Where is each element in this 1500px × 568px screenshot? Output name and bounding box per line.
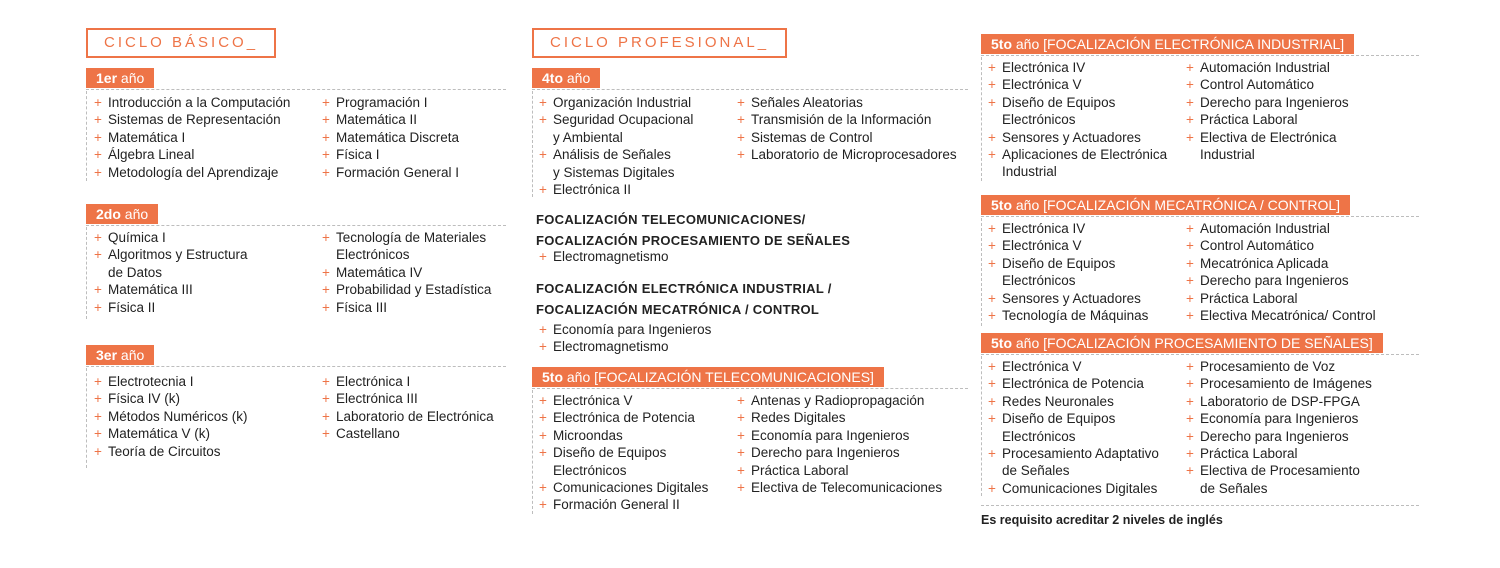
list-item: + Electrónica III xyxy=(322,390,494,407)
list-item: + Introducción a la Computación xyxy=(94,94,290,111)
list-item: Electrónicos xyxy=(1002,273,1076,289)
year-1-right-list xyxy=(322,94,459,181)
list-item: Electrónicos xyxy=(1002,428,1076,444)
year-3-rule xyxy=(86,366,506,367)
list-item: de Señales xyxy=(1002,463,1070,479)
list-item: + Física IV (k) xyxy=(94,390,248,407)
list-item: + Práctica Laboral xyxy=(1186,290,1376,307)
year-1-rule xyxy=(86,89,506,90)
list-item: + Castellano xyxy=(322,425,494,442)
list-item: + Tecnología de Materiales xyxy=(322,229,491,246)
list-item: + Transmisión de la Información xyxy=(737,111,957,128)
list-item: + Física I xyxy=(322,146,459,163)
list-item: + Metodología del Aprendizaje xyxy=(94,164,290,181)
year-5-senales-vrule xyxy=(981,356,982,496)
year-4-right-list xyxy=(737,94,957,164)
focus-b-line-1: FOCALIZACIÓN ELECTRÓNICA INDUSTRIAL / xyxy=(536,281,832,296)
year-5-telecom-right-list xyxy=(737,392,942,496)
list-item: + Matemática IV xyxy=(322,264,491,281)
year-5-mecatronica-left-list xyxy=(988,220,1148,324)
year-5-senales-header xyxy=(981,333,1383,353)
list-item: + Electrónica II xyxy=(539,181,693,198)
focus-a-line-1: FOCALIZACIÓN TELECOMUNICACIONES/ xyxy=(536,212,806,227)
year-5-mecatronica-header xyxy=(981,195,1350,215)
year-1-vrule xyxy=(86,91,87,181)
list-item: + Práctica Laboral xyxy=(737,462,942,479)
list-item: + Derecho para Ingenieros xyxy=(1186,272,1376,289)
focus-a-title xyxy=(536,209,850,251)
focus-b-line-2: FOCALIZACIÓN MECATRÓNICA / CONTROL xyxy=(536,302,820,317)
year-3-left-list xyxy=(94,373,248,460)
list-item: de Señales xyxy=(1200,480,1268,496)
list-item: + Práctica Laboral xyxy=(1186,445,1372,462)
list-item: + Matemática I xyxy=(94,129,290,146)
year-2-vrule xyxy=(86,227,87,319)
list-item: + Procesamiento Adaptativo xyxy=(988,445,1159,462)
year-5-telecom-word: año [FOCALIZACIÓN TELECOMUNICACIONES] xyxy=(566,369,874,385)
year-5-senales-right-list xyxy=(1186,358,1372,497)
english-requirement-note: Es requisito acreditar 2 niveles de inglés xyxy=(981,513,1223,527)
list-item: + Electrónica V xyxy=(988,358,1159,375)
focus-b-list xyxy=(539,321,711,356)
list-item: + Matemática V (k) xyxy=(94,425,248,442)
list-item: y Ambiental xyxy=(553,129,623,145)
list-item: + Física III xyxy=(322,299,491,316)
list-item: + Diseño de Equipos xyxy=(539,444,708,461)
list-item: + Formación General II xyxy=(539,496,708,513)
list-item: Industrial xyxy=(1002,164,1057,180)
list-item: + Tecnología de Máquinas xyxy=(988,307,1148,324)
list-item: + Matemática II xyxy=(322,111,459,128)
list-item: + Procesamiento de Imágenes xyxy=(1186,375,1372,392)
list-item: + Laboratorio de Microprocesadores xyxy=(737,146,957,163)
list-item: + Matemática III xyxy=(94,281,248,298)
year-5-telecom-vrule xyxy=(532,390,533,514)
list-item: + Métodos Numéricos (k) xyxy=(94,408,248,425)
year-5-telecom-rule xyxy=(532,388,968,389)
list-item: + Laboratorio de DSP-FPGA xyxy=(1186,393,1372,410)
year-3-right-list xyxy=(322,373,494,443)
year-5-mecatronica-vrule xyxy=(981,218,982,326)
list-item: + Sensores y Actuadores xyxy=(988,290,1148,307)
year-5-senales-bottom-rule xyxy=(981,505,1419,506)
basic-cycle-title: CICLO BÁSICO_ xyxy=(86,28,276,58)
year-2-header xyxy=(86,204,158,224)
list-item: Electrónicos xyxy=(1002,112,1076,128)
year-4-header xyxy=(532,68,600,88)
list-item: + Derecho para Ingenieros xyxy=(1186,94,1349,111)
list-item: + Electrónica V xyxy=(988,237,1148,254)
year-4-vrule xyxy=(532,91,533,197)
year-2-rule xyxy=(86,225,506,226)
list-item: + Microondas xyxy=(539,427,708,444)
list-item: + Electrónica de Potencia xyxy=(539,409,708,426)
list-item: + Economía para Ingenieros xyxy=(539,321,711,338)
year-5-mecatronica-right-list xyxy=(1186,220,1376,324)
list-item: + Electromagnetismo xyxy=(539,338,711,355)
year-1-number: 1er xyxy=(96,70,118,86)
list-item: + Derecho para Ingenieros xyxy=(737,444,942,461)
list-item: + Mecatrónica Aplicada xyxy=(1186,255,1376,272)
list-item: + Electiva Mecatrónica/ Control xyxy=(1186,307,1376,324)
list-item: + Automación Industrial xyxy=(1186,59,1349,76)
year-5-senales-left-list xyxy=(988,358,1159,497)
list-item: + Análisis de Señales xyxy=(539,146,693,163)
list-item: + Formación General I xyxy=(322,164,459,181)
list-item: + Redes Digitales xyxy=(737,409,942,426)
list-item: Electrónicos xyxy=(336,247,410,263)
year-5-telecom-header xyxy=(532,367,884,387)
list-item: + Probabilidad y Estadística xyxy=(322,281,491,298)
list-item: + Teoría de Circuitos xyxy=(94,443,248,460)
list-item: + Electrónica I xyxy=(322,373,494,390)
list-item: + Organización Industrial xyxy=(539,94,693,111)
list-item: + Electiva de Electrónica xyxy=(1186,129,1349,146)
year-5-industrial-rule xyxy=(981,55,1419,56)
list-item: + Electrónica IV xyxy=(988,59,1167,76)
list-item: + Economía para Ingenieros xyxy=(737,427,942,444)
list-item: + Control Automático xyxy=(1186,237,1376,254)
list-item: + Procesamiento de Voz xyxy=(1186,358,1372,375)
list-item: + Electrónica V xyxy=(988,76,1167,93)
list-item: + Física II xyxy=(94,299,248,316)
list-item: + Economía para Ingenieros xyxy=(1186,410,1372,427)
list-item: + Antenas y Radiopropagación xyxy=(737,392,942,409)
year-5-industrial-header xyxy=(981,34,1354,54)
year-5-mecatronica-word: año [FOCALIZACIÓN MECATRÓNICA / CONTROL] xyxy=(1015,197,1341,213)
list-item: + Electrotecnia I xyxy=(94,373,248,390)
year-3-number: 3er xyxy=(96,347,118,363)
focus-b-title xyxy=(536,278,832,320)
list-item: + Señales Aleatorias xyxy=(737,94,957,111)
list-item: + Redes Neuronales xyxy=(988,393,1159,410)
year-5-telecom-left-list xyxy=(539,392,708,514)
list-item: + Electiva de Telecomunicaciones xyxy=(737,479,942,496)
year-2-right-list xyxy=(322,229,491,316)
list-item: + Control Automático xyxy=(1186,76,1349,93)
year-2-number: 2do xyxy=(96,206,121,222)
list-item: Industrial xyxy=(1200,147,1255,163)
list-item: + Programación I xyxy=(322,94,459,111)
year-4-number: 4to xyxy=(542,70,563,86)
list-item: + Electrónica IV xyxy=(988,220,1148,237)
year-5-industrial-number: 5to xyxy=(991,36,1012,52)
list-item: de Datos xyxy=(108,264,163,280)
list-item: + Comunicaciones Digitales xyxy=(539,479,708,496)
year-5-telecom-number: 5to xyxy=(542,369,563,385)
list-item: + Automación Industrial xyxy=(1186,220,1376,237)
year-3-word: año xyxy=(120,347,145,363)
year-4-left-list xyxy=(539,94,693,198)
list-item: + Electiva de Procesamiento xyxy=(1186,462,1372,479)
year-5-industrial-word: año [FOCALIZACIÓN ELECTRÓNICA INDUSTRIAL] xyxy=(1015,36,1345,52)
list-item: + Laboratorio de Electrónica xyxy=(322,408,494,425)
list-item: + Seguridad Ocupacional xyxy=(539,111,693,128)
year-1-left-list xyxy=(94,94,290,181)
list-item: + Química I xyxy=(94,229,248,246)
year-5-mecatronica-rule xyxy=(981,216,1419,217)
list-item: + Sistemas de Control xyxy=(737,129,957,146)
list-item: + Electrónica V xyxy=(539,392,708,409)
list-item: + Práctica Laboral xyxy=(1186,111,1349,128)
list-item: + Sensores y Actuadores xyxy=(988,129,1167,146)
list-item: Electrónicos xyxy=(553,462,627,478)
year-5-industrial-vrule xyxy=(981,57,982,181)
year-1-header xyxy=(86,68,154,88)
year-1-word: año xyxy=(120,70,145,86)
year-3-header xyxy=(86,345,154,365)
list-item: + Comunicaciones Digitales xyxy=(988,480,1159,497)
list-item: + Derecho para Ingenieros xyxy=(1186,428,1372,445)
focus-a-line-2: FOCALIZACIÓN PROCESAMIENTO DE SEÑALES xyxy=(536,233,851,248)
year-5-senales-word: año [FOCALIZACIÓN PROCESAMIENTO DE SEÑALES] xyxy=(1015,335,1373,351)
list-item: + Electrónica de Potencia xyxy=(988,375,1159,392)
year-5-mecatronica-number: 5to xyxy=(991,197,1012,213)
year-2-left-list xyxy=(94,229,248,316)
year-4-rule xyxy=(532,89,968,90)
list-item: + Diseño de Equipos xyxy=(988,410,1159,427)
year-5-industrial-left-list xyxy=(988,59,1167,181)
list-item: + Álgebra Lineal xyxy=(94,146,290,163)
year-3-vrule xyxy=(86,368,87,468)
list-item: y Sistemas Digitales xyxy=(553,164,675,180)
list-item: + Algoritmos y Estructura xyxy=(94,246,248,263)
list-item: + Electromagnetismo xyxy=(539,248,669,265)
list-item: + Sistemas de Representación xyxy=(94,111,290,128)
list-item: + Matemática Discreta xyxy=(322,129,459,146)
year-5-senales-rule xyxy=(981,354,1419,355)
year-4-word: año xyxy=(566,70,591,86)
focus-a-list xyxy=(539,248,669,265)
year-5-industrial-right-list xyxy=(1186,59,1349,163)
year-5-senales-number: 5to xyxy=(991,335,1012,351)
list-item: + Diseño de Equipos xyxy=(988,255,1148,272)
year-2-word: año xyxy=(124,206,149,222)
professional-cycle-title: CICLO PROFESIONAL_ xyxy=(532,28,787,58)
list-item: + Diseño de Equipos xyxy=(988,94,1167,111)
list-item: + Aplicaciones de Electrónica xyxy=(988,146,1167,163)
